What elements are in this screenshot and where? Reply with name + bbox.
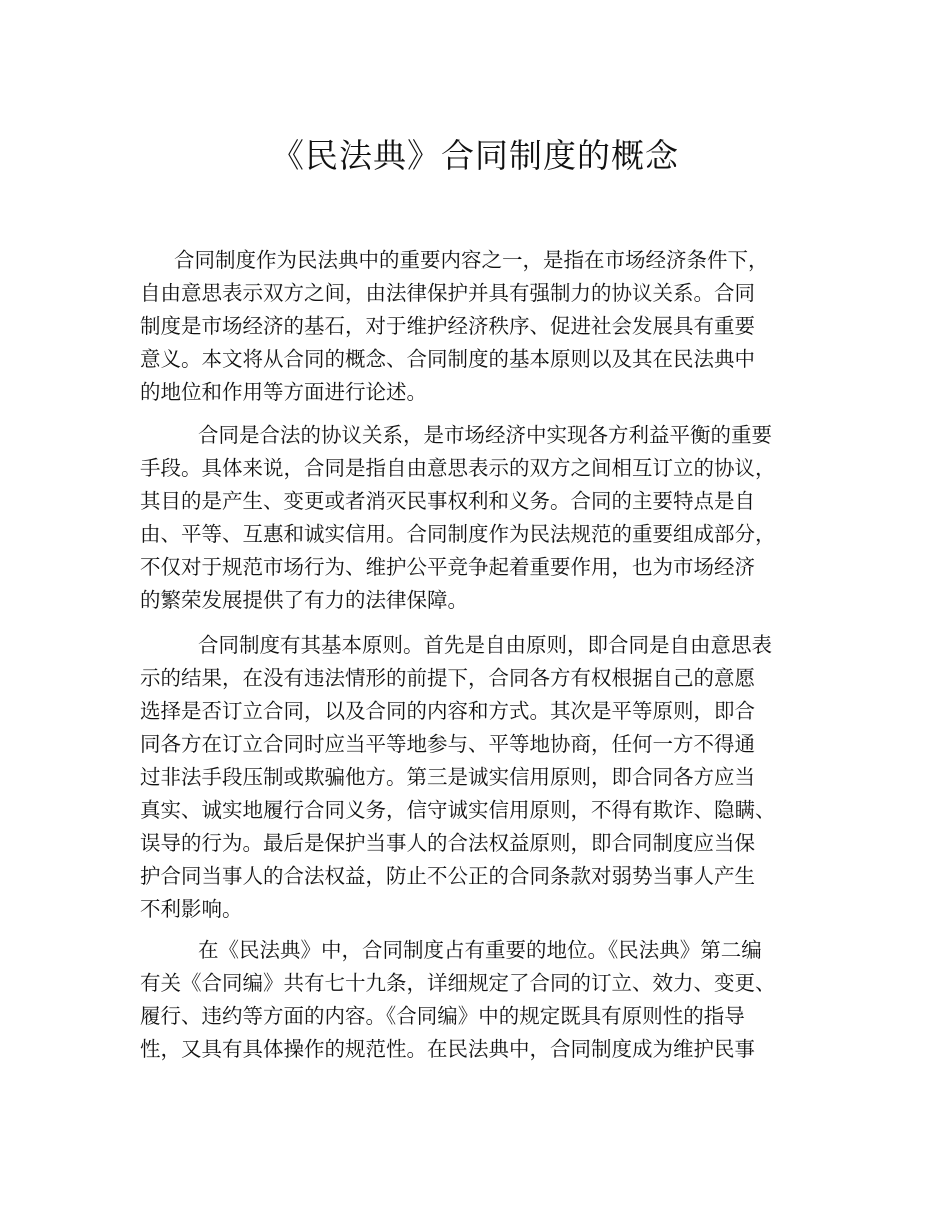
paragraph-4 (140, 934, 776, 1066)
document-title: 《民法典》合同制度的概念 (271, 136, 679, 175)
paragraph-1 (140, 244, 769, 409)
paragraph-line: 性，又具有具体操作的规范性。在民法典中，合同制度成为维护民事 (140, 1037, 755, 1061)
paragraph-line: 不利影响。 (140, 897, 243, 921)
paragraph-line: 的繁荣发展提供了有力的法律保障。 (140, 588, 468, 612)
paragraph-line: 意义。本文将从合同的概念、合同制度的基本原则以及其在民法典中 (140, 347, 755, 371)
paragraph-line: 由、平等、互惠和诚实信用。合同制度作为民法规范的重要组成部分， (140, 522, 776, 546)
paragraph-line: 制度是市场经济的基石，对于维护经济秩序、促进社会发展具有重要 (140, 314, 755, 338)
paragraph-line: 护合同当事人的合法权益，防止不公正的合同条款对弱势当事人产生 (140, 864, 755, 888)
paragraph-line: 手段。具体来说，合同是指自由意思表示的双方之间相互订立的协议， (140, 456, 776, 480)
paragraph-line: 误导的行为。最后是保护当事人的合法权益原则，即合同制度应当保 (140, 831, 755, 855)
paragraph-line: 自由意思表示双方之间，由法律保护并具有强制力的协议关系。合同 (140, 281, 755, 305)
paragraph-line: 合同是合法的协议关系，是市场经济中实现各方利益平衡的重要 (198, 423, 772, 447)
paragraph-line: 的地位和作用等方面进行论述。 (140, 380, 427, 404)
paragraph-line: 过非法手段压制或欺骗他方。第三是诚实信用原则，即合同各方应当 (140, 765, 755, 789)
paragraph-line: 不仅对于规范市场行为、维护公平竞争起着重要作用，也为市场经济 (140, 555, 755, 579)
paragraph-3 (140, 629, 776, 926)
paragraph-line: 在《民法典》中，合同制度占有重要的地位。《民法典》第二编 (198, 938, 762, 962)
paragraph-line: 同各方在订立合同时应当平等地参与、平等地协商，任何一方不得通 (140, 732, 755, 756)
paragraph-2 (140, 419, 776, 617)
paragraph-line: 其目的是产生、变更或者消灭民事权利和义务。合同的主要特点是自 (140, 489, 755, 513)
paragraph-line: 真实、诚实地履行合同义务，信守诚实信用原则，不得有欺诈、隐瞒、 (140, 798, 776, 822)
paragraph-line: 履行、违约等方面的内容。《合同编》中的规定既具有原则性的指导 (140, 1004, 745, 1028)
paragraph-line: 选择是否订立合同，以及合同的内容和方式。其次是平等原则，即合 (140, 699, 755, 723)
paragraph-line: 有关《合同编》共有七十九条，详细规定了合同的订立、效力、变更、 (140, 971, 776, 995)
paragraph-line: 示的结果，在没有违法情形的前提下，合同各方有权根据自己的意愿 (140, 666, 755, 690)
paragraph-line: 合同制度有其基本原则。首先是自由原则，即合同是自由意思表 (198, 633, 772, 657)
paragraph-line: 合同制度作为民法典中的重要内容之一，是指在市场经济条件下， (174, 248, 769, 272)
